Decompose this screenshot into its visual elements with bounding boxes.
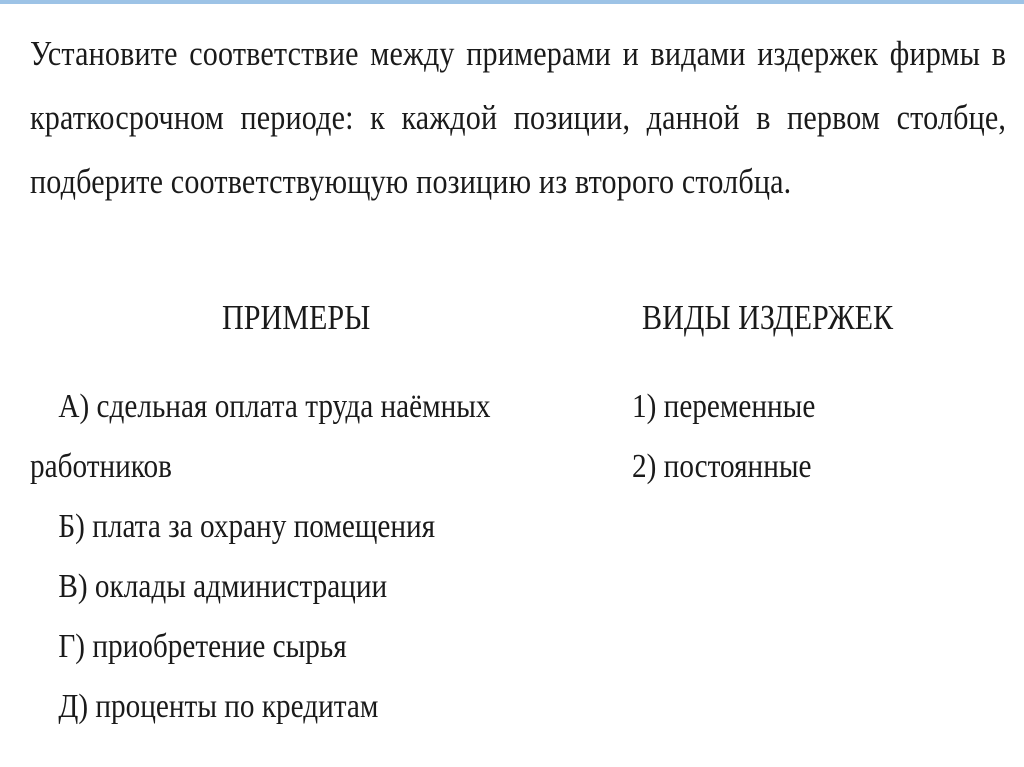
cost-type-item-1: 1) переменные <box>632 388 816 425</box>
cost-types-column-header: ВИДЫ ИЗДЕРЖЕК <box>642 298 894 337</box>
task-instruction: Установите соответствие между примерами и видами издержек фирмы в краткосрочном периоде: к каждой позиции, данной в первом столбце, подберите соответствующую позицию из второго столбца. <box>30 34 1007 201</box>
example-item-g: Г) приобретение сырья <box>58 628 347 665</box>
example-item-b: Б) плата за охрану помещения <box>58 508 436 545</box>
examples-column-header: ПРИМЕРЫ <box>222 298 371 337</box>
cost-type-item-2: 2) постоянные <box>632 448 812 485</box>
example-item-v: В) оклады администрации <box>58 568 388 605</box>
cost-types-list <box>632 377 815 497</box>
examples-list <box>30 377 491 737</box>
example-item-a: А) сдельная оплата труда наёмных <box>58 388 491 425</box>
example-item-a-continuation: работников <box>30 448 172 485</box>
slide-top-border <box>0 0 1024 4</box>
example-item-d: Д) проценты по кредитам <box>58 688 379 725</box>
